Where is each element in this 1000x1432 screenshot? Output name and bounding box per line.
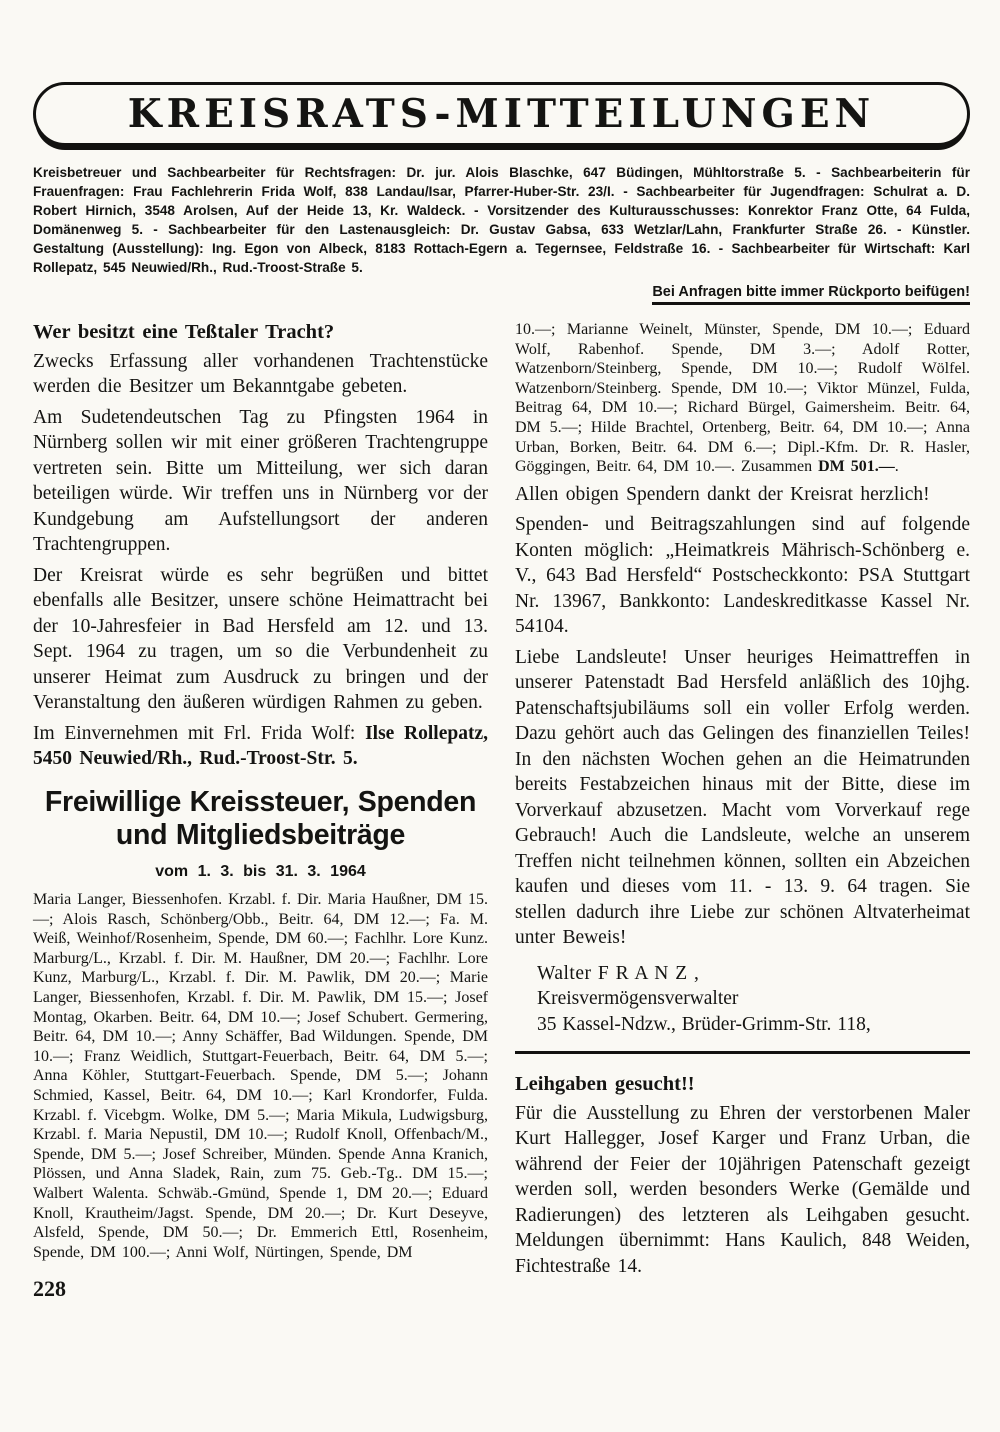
article2-heading: [33, 786, 488, 852]
article2-subheading: vom 1. 3. bis 31. 3. 1964: [155, 862, 366, 880]
article1-closing-text: Im Einvernehmen mit Frl. Frida Wolf:: [33, 722, 366, 744]
masthead-part: Wirtschaft:: [864, 241, 936, 256]
article1-heading: Wer besitzt eine Teßtaler Tracht?: [33, 321, 335, 343]
leihgaben-paragraph: Für die Ausstellung zu Ehren der verstorbenen Maler Kurt Hallegger, Josef Karger und Franz Urban, die während der Feier der 10jährigen Patenschaft gezeigt werden soll, werden besonders Werke (Gemälde und Radierungen) des letzteren als Leihgaben gesucht. Meldungen übernimmt: Hans Kaulich, 848 Weiden, Fichtestraße 14.: [515, 1102, 970, 1277]
article1-closing-contact: Ilse Rollepatz, 5450 Neuwied/Rh., Rud.-Troost-Str. 5.: [33, 722, 488, 769]
donor-list-left: Maria Langer, Biessenhofen. Krzabl. f. Dir. Maria Haußner, DM 15.—; Alois Rasch, Schönberg/Obb., Beitr. 64, DM 12.—; Fa. M. Weiß, Weinhof/Rosenheim, Spende, DM 60.—; Fachlhr. Lore Kunz. Marburg/L., Krzabl. f. Dir. M. Haußner, DM 20.—; Fachlhr. Lore Kunz, Marburg/L., Krzabl. f. Dir. M. Pawlik, DM 20.—; Marie Langer, Biessenhofen, Krzabl. f. Dir. M. Pawlik, DM 15.—; Josef Montag, Okarben. Beitr. 64, DM 10.—; Josef Schubert. Germering, Beitr. 64, DM 10.—; Anny Schäffer, Bad Wildungen. Spende, DM 10.—; Franz Weidlich, Stuttgart-Feuerbach, Beitr. 64, DM 5.—; Anna Köhler, Stuttgart-Feuerbach. Spende, DM 5.—; Johann Schmied, Kassel, Beitr. 64, DM 10.—; Karl Krondorfer, Fulda. Krzabl. f. Vicebgm. Wolke, DM 5.—; Maria Mikula, Ludwigsburg, Krzabl. f. Maria Nepustil, DM 10.—; Rudolf Knoll, Offenbach/M., Spende, DM 5.—; Josef Schreiber, Münden. Spende Anna Kranich, Plössen, und Anna Sladek, Rain, zum 75. Geb.-Tg.. DM 15.—; Walbert Walenta. Schwäb.-Gmünd, Spende 1, DM 20.—; Eduard Knoll, Krautheim/Jagst. Spende, DM 20.—; Dr. Kurt Deseyve, Alsfeld, Spende, DM 50.—; Dr. Emmerich Ettl, Rosenheim, Spende, DM 100.—; Anni Wolf, Nürtingen, Spende, DM: [33, 891, 488, 1261]
masthead-part: Karl Rollepatz, 545 Neuwied/Rh., Rud.-Troost-Straße 5.: [33, 241, 970, 275]
donor-total-period: .: [894, 458, 899, 476]
donor-list-right: [515, 320, 970, 477]
signature-address: 35 Kassel-Ndzw., Brüder-Grimm-Str. 118,: [537, 1013, 871, 1035]
article1-paragraph-2: Am Sudetendeutschen Tag zu Pfingsten 1964 in Nürnberg sollen wir mit einer größeren Trachtengruppe vertreten sein. Bitte um Mitteilung, wer sich daran beteiligen würde. Wir treffen uns in Nürnberg vor der Kundgebung am Aufstellungsort der anderen Trachtengruppen.: [33, 406, 488, 555]
masthead-part: Dr. Gustav Gabsa, 633 Wetzlar/Lahn, Frankfurter Straße 26. -: [450, 222, 912, 237]
accounts-paragraph: Spenden- und Beitragszahlungen sind auf folgende Konten möglich: „Heimatkreis Mährisch-Schönberg e. V., 643 Bad Hersfeld“ Postscheckkonto: PSA Stuttgart Nr. 13967, Bankkonto: Landeskreditkasse Kassel Nr. 54104.: [515, 514, 970, 638]
masthead-part: Künstler. Gestaltung (Ausstellung):: [33, 222, 970, 256]
article1-paragraph-3: Der Kreisrat würde es sehr begrüßen und bittet ebenfalls alle Besitzer, unsere schöne Heimattracht bei der 10-Jahresfeier in Bad Hersfeld am 12. und 13. Sept. 1964 zu tragen, um so die Verbundenheit zu unserer Heimat zum Ausdruck zu bringen und der Veranstaltung den äußeren würdigen Rahmen zu geben.: [33, 564, 488, 713]
masthead-note: Bei Anfragen bitte immer Rückporto beifügen!: [652, 284, 970, 305]
masthead-part: Ing. Egon von Albeck, 8183 Rottach-Egern a. Tegernsee, Feldstraße 16. - Sachbearbeiter für: [203, 241, 865, 256]
right-column: [515, 320, 970, 1302]
donor-list-continued: 10.—; Marianne Weinelt, Münster, Spende, DM 10.—; Eduard Wolf, Rabenhof. Spende, DM 3.—; Adolf Rotter, Watzenborn/Steinberg, Spende, DM 10.—; Rudolf Wölfel. Watzenborn/Steinberg. Spende, DM 10.—; Viktor Münzel, Fulda, Beitrag 64, DM 10.—; Richard Bürgel, Gaimersheim. Beitr. 64, DM 5.—; Hilde Brachtel, Ortenberg, Beitr. 64, DM 10.—; Anna Urban, Borken, Beitr. 64. DM 6.—; Dipl.-Kfm. Dr. R. Hasler, Göggingen, Beitr. 64, DM 10.—. Zusammen: [515, 321, 970, 476]
left-column: [33, 320, 488, 1302]
donor-total: DM 501.—: [818, 458, 895, 476]
masthead-note-row: [33, 283, 970, 305]
article1-paragraph-1: Zwecks Erfassung aller vorhandenen Trachtenstücke werden die Besitzer um Bekanntgabe gebeten.: [33, 350, 488, 397]
signature-block: [537, 961, 970, 1038]
signature-name: Walter F R A N Z ,: [537, 962, 700, 984]
columns: [33, 320, 970, 1302]
masthead-part: Frauenfragen:: [33, 184, 125, 199]
masthead-part: Kulturausschusses:: [609, 203, 740, 218]
masthead-part: und Sachbearbeiter für: [121, 165, 305, 180]
masthead-part: Lastenausgleich:: [339, 222, 451, 237]
banner: [33, 82, 970, 146]
section-divider: [515, 1051, 970, 1054]
masthead: [33, 163, 970, 277]
masthead-part: Frau Fachlehrerin Frida Wolf, 838 Landau/Isar, Pfarrer-Huber-Str. 23/I. - Sachbearbeiter für: [124, 184, 771, 199]
masthead-part: Dr. jur. Alois Blaschke, 647 Büdingen, Mühltorstraße 5. - Sachbearbeiterin für: [395, 165, 970, 180]
leihgaben-heading: Leihgaben gesucht!!: [515, 1073, 695, 1096]
masthead-part: Konrektor Franz Otte, 64 Fulda, Domänenweg 5. - Sachbearbeiter für den: [33, 203, 970, 237]
thanks-paragraph: Allen obigen Spendern dankt der Kreisrat herzlich!: [515, 483, 930, 505]
masthead-part: Schulrat a. D. Robert Hirnich, 3548 Arolsen, Auf der Heide 13, Kr. Waldeck. - Vorsitzender des: [33, 184, 970, 218]
article1-closing: [33, 721, 488, 772]
appeal-paragraph: Liebe Landsleute! Unser heuriges Heimattreffen in unserer Patenstadt Bad Hersfeld anläßlich des 10jhg. Patenschaftsjubiläums soll ein voller Erfolg werden. Dazu gehört auch das Gelingen des finanziellen Teiles! In den nächsten Wochen gehen an die Heimatrunden bereits Festabzeichen hinaus mit der Bitte, diese im Vorverkauf abzusetzen. Macht vom Vorverkauf rege Gebrauch! Auch die Landsleute, welche an unserem Treffen nicht teilnehmen können, sollten ein Abzeichen kaufen und dieses vom 11. - 13. 9. 64 tragen. Sie stellen dadurch ihre Liebe zur schönen Altvaterheimat unter Beweis!: [515, 646, 970, 949]
article2-heading-line-1: Freiwillige Kreissteuer, Spenden: [44, 785, 477, 818]
masthead-part: Jugendfragen:: [770, 184, 865, 199]
banner-title: KREISRATS-MITTEILUNGEN: [127, 91, 876, 137]
page-number: 228: [33, 1276, 66, 1302]
article2-heading-line-2: und Mitgliedsbeiträge: [115, 818, 406, 851]
masthead-part: Kreisbetreuer: [33, 165, 122, 180]
masthead-part: Rechtsfragen:: [304, 165, 396, 180]
signature-title: Kreisvermögensverwalter: [537, 988, 739, 1010]
